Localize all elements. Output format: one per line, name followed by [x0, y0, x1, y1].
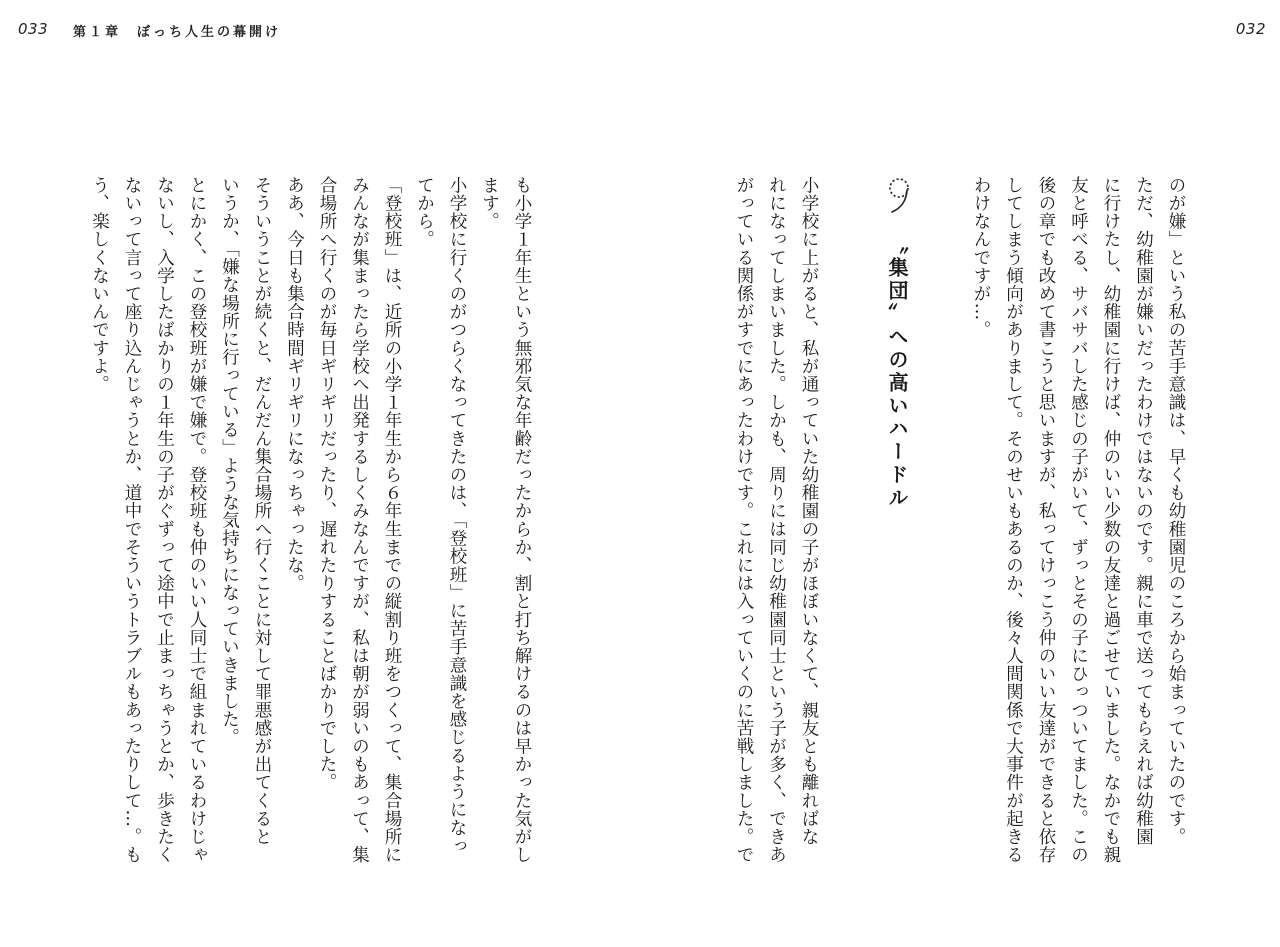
text-line: てから。 — [414, 176, 435, 249]
text-line: わけなんですが…。 — [971, 176, 991, 339]
text-line: ます。 — [479, 176, 500, 231]
left-page-number: 033 — [18, 20, 49, 38]
text-line: れになってしまいました。しかも、周りには同じ幼稚園同士という子が多く、できあ — [766, 176, 787, 864]
text-line: そういうことが続くと、だんだん集合場所へ行くことに対して罪悪感が出てくると — [252, 176, 272, 846]
text-line: 「登校班」は、近所の小学１年生から６年生までの縦割り班をつくって、集合場所に — [382, 176, 402, 864]
text-line: も小学１年生という無邪気な年齢だったからか、割と打ち解けるのは早かった気がし — [512, 176, 532, 864]
running-head: 第１章 ぼっち人生の幕開け — [73, 25, 282, 40]
text-line: とにかく、この登校班が嫌で嫌で。登校班も仲のいい人同士で組まれているわけじゃ — [187, 176, 207, 864]
text-line: ああ、今日も集合時間ギリギリになっちゃったな。 — [284, 176, 305, 593]
text-line: のが嫌」という私の苦手意識は、早くも幼稚園児のころから始まっていたのです。 — [1166, 176, 1186, 846]
section-title: 〝集団〟への高いハードル — [885, 234, 909, 510]
text-line: 友と呼べる、サバサバした感じの子がいて、ずっとその子にひっついてました。この — [1068, 176, 1089, 864]
text-line: ないって言って座り込んじゃうとか、道中でそういうトラブルもあったりして…。も — [122, 176, 142, 864]
text-line: してしまう傾向がありまして。そのせいもあるのか、後々人間関係で大事件が起きる — [1003, 176, 1024, 864]
text-line: に行けたし、幼稚園に行けば、仲のいい少数の友達と過ごせていました。なかでも親 — [1101, 176, 1121, 864]
section-number-icon — [884, 176, 914, 216]
text-line: みんなが集まったら学校へ出発するしくみなんですが、私は朝が弱いのもあって、集 — [349, 176, 370, 864]
right-page-body — [922, 176, 1192, 876]
section-heading — [868, 176, 932, 510]
text-line: う、楽しくないんですよ。 — [89, 176, 110, 394]
left-page-body — [78, 176, 538, 876]
text-line: ただ、幼稚園が嫌いだったわけではないのです。親に車で送ってもらえれば幼稚園 — [1133, 176, 1154, 846]
text-line: 後の章でも改めて書こうと思いますが、私ってけっこう仲のいい友達ができると依存 — [1036, 176, 1056, 864]
text-line: ないし、入学したばかりの１年生の子がぐずって途中で止まっちゃうとか、歩きたく — [154, 176, 175, 864]
text-line: がっている関係がすでにあったわけです。これには入っていくのに苦戦しました。で — [734, 176, 754, 864]
text-line: いうか、「嫌な場所に行っている」ような気持ちになっていきました。 — [219, 176, 240, 747]
text-line: 合場所へ行くのが毎日ギリギリだったり、遅れたりすることばかりでした。 — [317, 176, 337, 792]
text-line: 小学校に上がると、私が通っていた幼稚園の子がほぼいなくて、親友とも離ればな — [799, 176, 819, 846]
text-line: 小学校に行くのがつらくなってきたのは、「登校班」に苦手意識を感じるようになっ — [447, 176, 467, 856]
right-page-section-body — [715, 176, 825, 876]
right-page-number: 032 — [1235, 20, 1266, 38]
